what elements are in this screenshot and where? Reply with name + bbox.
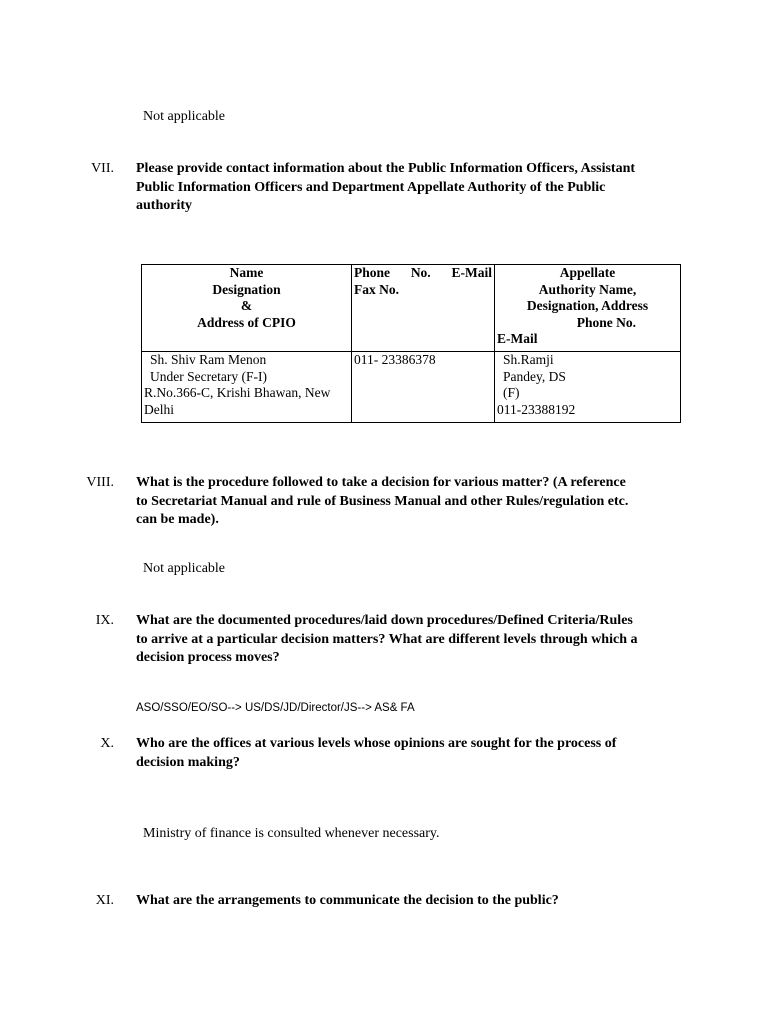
question-line: to arrive at a particular decision matters? What are different levels through which a [136, 631, 638, 647]
section-ix-answer: ASO/SSO/EO/SO--> US/DS/JD/Director/JS--> AS& FA [136, 702, 415, 714]
question-line: decision making? [136, 754, 240, 770]
question-line: What are the arrangements to communicate the decision to the public? [136, 893, 559, 908]
question-line: can be made). [136, 512, 219, 527]
question-line: Please provide contact information about the Public Information Officers, Assistant [136, 161, 636, 176]
cell-text: Sh. Shiv Ram Menon [150, 352, 267, 367]
question-line: authority [136, 198, 192, 213]
table-header-row [142, 265, 681, 352]
section-viii-question [136, 474, 686, 530]
header-text: Authority Name, [538, 281, 637, 297]
question-line: What are the documented procedures/laid down procedures/Defined Criteria/Rules [136, 613, 633, 628]
cell-phone [352, 352, 495, 423]
section-xi-question [136, 892, 686, 911]
previous-answer: Not applicable [143, 109, 226, 124]
header-text: E-Mail [451, 265, 492, 280]
cell-text: Pandey, DS [503, 368, 566, 384]
cell-text: 011-23388192 [497, 401, 576, 417]
section-viii-numeral: VIII. [86, 475, 114, 490]
header-text: & [240, 298, 253, 313]
section-x-question [136, 735, 686, 772]
cell-text: Delhi [144, 401, 174, 417]
header-cpio [142, 265, 352, 352]
header-text: Phone [354, 265, 391, 280]
header-contact-line [354, 265, 492, 282]
section-vii-question [136, 160, 686, 216]
question-line: Who are the offices at various levels whose opinions are sought for the process of [136, 736, 617, 751]
contact-table [141, 264, 681, 423]
section-x-answer: Ministry of finance is consulted whenever necessary. [143, 826, 440, 841]
cell-appellate [495, 352, 681, 423]
section-ix-numeral: IX. [95, 613, 114, 628]
question-line: What is the procedure followed to take a decision for various matter? (A reference [136, 475, 626, 490]
cell-text: R.No.366-C, Krishi Bhawan, New [144, 385, 331, 400]
header-text: Address of CPIO [197, 314, 296, 330]
section-xi-numeral: XI. [95, 893, 114, 908]
header-contact [352, 265, 495, 352]
section-vii-numeral: VII. [91, 161, 114, 176]
question-line: decision process moves? [136, 650, 280, 665]
header-text: Name [229, 265, 264, 280]
table-row [142, 352, 681, 423]
section-viii-answer: Not applicable [143, 561, 226, 576]
header-text: No. [410, 265, 431, 280]
cell-text: 011- 23386378 [354, 352, 436, 367]
cell-text: Sh.Ramji [503, 352, 554, 367]
section-ix-question [136, 612, 686, 668]
header-appellate [495, 265, 681, 352]
question-line: Public Information Officers and Department Appellate Authority of the Public [136, 179, 606, 195]
header-text: Fax No. [354, 281, 399, 297]
question-line: to Secretariat Manual and rule of Business Manual and other Rules/regulation etc. [136, 493, 629, 509]
cell-text: (F) [503, 385, 520, 400]
header-text: Designation [212, 281, 281, 297]
header-text: E-Mail [497, 331, 538, 346]
header-text: Designation, Address [526, 298, 649, 313]
cell-cpio [142, 352, 352, 423]
header-text: Phone No. [576, 314, 636, 330]
header-text: Appellate [559, 265, 616, 280]
section-x-numeral: X. [100, 736, 114, 751]
cell-text: Under Secretary (F-I) [150, 368, 267, 384]
